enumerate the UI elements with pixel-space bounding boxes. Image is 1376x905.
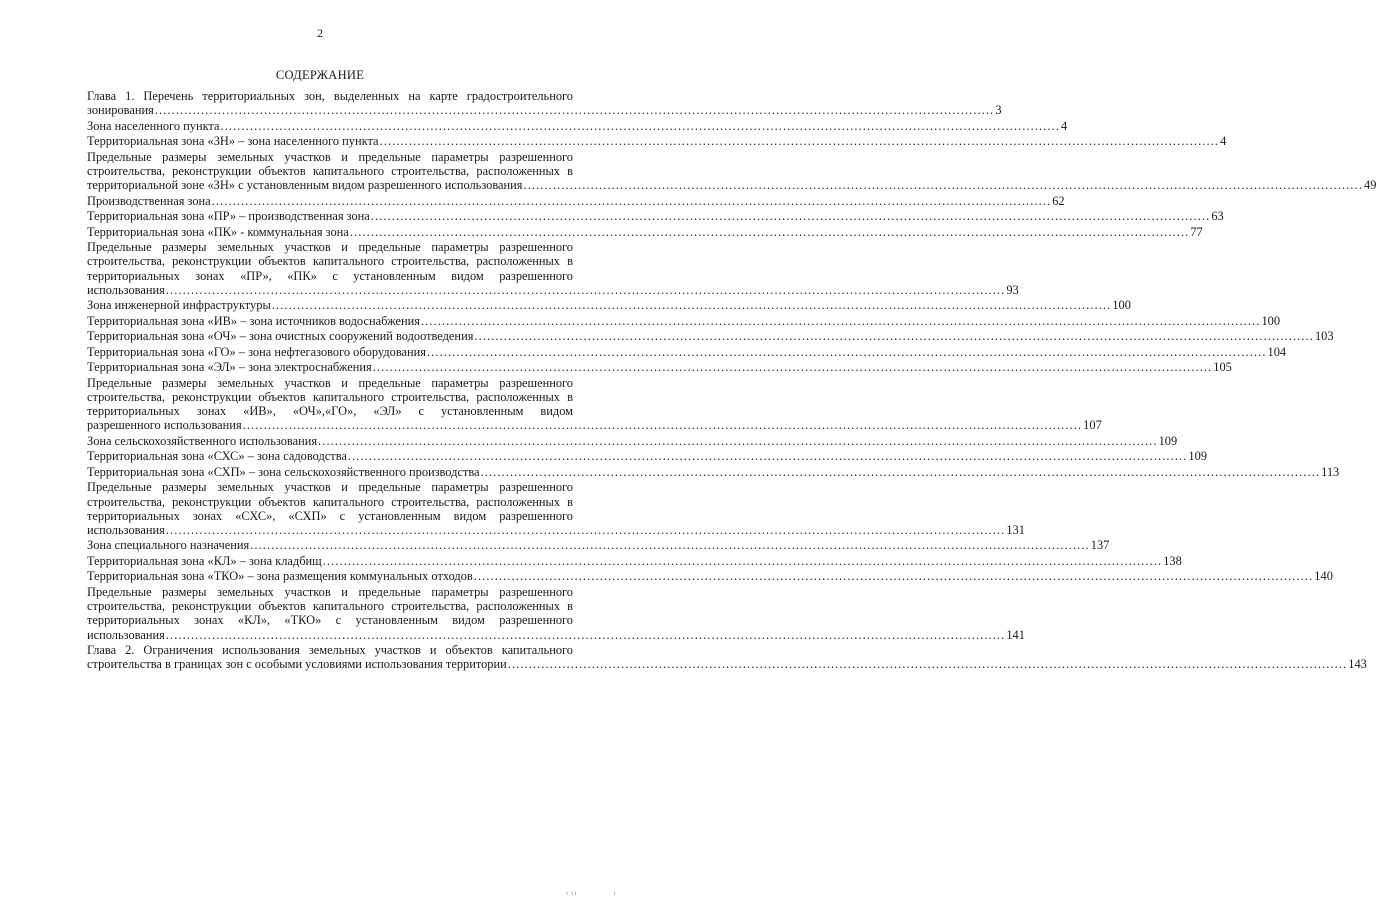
- toc-entry-page-number: 109: [1158, 433, 1178, 448]
- toc-entry-text-line: строительства, реконструкции объектов капитального строительства, расположенных в: [87, 599, 573, 614]
- toc-entry-page-number: 62: [1052, 193, 1065, 208]
- toc-entry-title: использования: [87, 282, 165, 297]
- toc-entry-text-line: строительства, реконструкции объектов капитального строительства, расположенных в: [87, 254, 573, 269]
- toc-entry-line: [87, 569, 1333, 584]
- toc-entry-text-line: территориальных зонах «КЛ», «ТКО» с установленным видом разрешенного: [87, 613, 573, 628]
- dot-leader: ........................................................................................................................................................................................................: [250, 538, 1090, 553]
- toc-entry-title: Территориальная зона «КЛ» – зона кладбищ: [87, 553, 322, 568]
- toc-entry-page-number: 104: [1267, 344, 1287, 359]
- toc-entry-line: [87, 329, 1334, 344]
- toc-entry[interactable]: [87, 134, 1227, 149]
- toc-entry-line: [87, 103, 1002, 118]
- toc-entry-page-number: 77: [1190, 224, 1203, 239]
- toc-entry-text-line: территориальных зонах «ПР», «ПК» с установленным видом разрешенного: [87, 268, 573, 283]
- toc-entry-title: Территориальная зона «ПР» – производственная зона: [87, 209, 370, 224]
- toc-entry-page-number: 100: [1112, 298, 1131, 313]
- toc-entry[interactable]: [87, 329, 1334, 344]
- dot-leader: ........................................................................................................................................................................................................: [379, 134, 1220, 149]
- toc-entry[interactable]: [87, 433, 1178, 448]
- toc-entry-line: [87, 522, 1025, 537]
- dot-leader: ........................................................................................................................................................................................................: [318, 433, 1158, 448]
- dot-leader: ........................................................................................................................................................................................................: [271, 298, 1112, 313]
- dot-leader: ........................................................................................................................................................................................................: [165, 627, 1006, 642]
- toc-entry-line: [87, 449, 1208, 464]
- toc-entry-line: [87, 657, 1367, 672]
- toc-entry-page-number: 100: [1261, 313, 1281, 328]
- toc-entry-title: зонирования: [87, 103, 154, 118]
- toc-entry-page-number: 103: [1314, 329, 1334, 344]
- dot-leader: ........................................................................................................................................................................................................: [242, 418, 1083, 433]
- toc-entry-title: территориальной зоне «ЗН» с установленным видом разрешенного использования: [87, 178, 523, 193]
- toc-entry-text-line: территориальных зонах «ИВ», «ОЧ»,«ГО», «ЭЛ» с установленным видом: [87, 404, 573, 419]
- toc-entry[interactable]: [87, 449, 1208, 464]
- toc-entry-page-number: 131: [1006, 522, 1025, 537]
- toc-entry-text-line: строительства, реконструкции объектов капитального строительства, расположенных в: [87, 389, 573, 404]
- toc-entry-page-number: 49: [1364, 178, 1376, 193]
- dot-leader: ........................................................................................................................................................................................................: [349, 224, 1190, 239]
- toc-entry-page-number: 137: [1090, 538, 1110, 553]
- dot-leader: ........................................................................................................................................................................................................: [474, 329, 1314, 344]
- toc-entry-line: [87, 298, 1131, 313]
- toc-entry[interactable]: [87, 313, 1281, 328]
- toc-entry-line: [87, 538, 1110, 553]
- dot-leader: ........................................................................................................................................................................................................: [322, 553, 1163, 568]
- toc-entry-text-line: Предельные размеры земельных участков и предельные параметры разрешенного: [87, 584, 573, 599]
- toc-entry-text-line: территориальных зонах «СХС», «СХП» с установленным видом разрешенного: [87, 508, 573, 523]
- dot-leader: ........................................................................................................................................................................................................: [473, 569, 1314, 584]
- toc-entry-text-line: Предельные размеры земельных участков и предельные параметры разрешенного: [87, 149, 573, 164]
- toc-entry-line: [87, 433, 1178, 448]
- page-title: СОДЕРЖАНИЕ: [275, 68, 365, 82]
- toc-entry-text-line: строительства, реконструкции объектов капитального строительства, расположенных в: [87, 494, 573, 509]
- toc-entry-page-number: 3: [995, 103, 1002, 118]
- toc-entry-page-number: 140: [1314, 569, 1333, 584]
- toc-entry[interactable]: [87, 584, 1025, 642]
- toc-entry-page-number: 105: [1213, 360, 1232, 375]
- toc-entry[interactable]: [87, 118, 1068, 133]
- toc-entry[interactable]: [87, 89, 1002, 118]
- toc-entry[interactable]: [87, 240, 1019, 297]
- page-number: 2: [317, 26, 323, 40]
- toc-entry[interactable]: [87, 569, 1333, 584]
- toc-entry-line: [87, 224, 1203, 239]
- dot-leader: ........................................................................................................................................................................................................: [165, 522, 1006, 537]
- toc-entry-line: [87, 344, 1287, 359]
- toc-entry-title: Территориальная зона «СХП» – зона сельскохозяйственного производства: [87, 464, 480, 479]
- toc-entry-title: строительства в границах зон с особыми условиями использования территории: [87, 657, 507, 672]
- toc-entry[interactable]: [87, 375, 1102, 433]
- toc-entry-page-number: 138: [1163, 553, 1182, 568]
- toc-entry-line: [87, 418, 1102, 433]
- toc-entry-title: Территориальная зона «ОЧ» – зона очистных сооружений водоотведения: [87, 329, 474, 344]
- dot-leader: ........................................................................................................................................................................................................: [523, 178, 1364, 193]
- toc-entry-page-number: 63: [1211, 209, 1224, 224]
- toc-entry-text-line: Предельные размеры земельных участков и предельные параметры разрешенного: [87, 240, 573, 255]
- toc-entry-line: [87, 209, 1224, 224]
- toc-entry-line: [87, 553, 1182, 568]
- dot-leader: ........................................................................................................................................................................................................: [420, 313, 1261, 328]
- toc-entry[interactable]: [87, 344, 1287, 359]
- toc-entry-line: [87, 464, 1340, 479]
- dot-leader: ........................................................................................................................................................................................................: [370, 209, 1211, 224]
- toc-entry-text-line: Глава 2. Ограничения использования земельных участков и объектов капитального: [87, 643, 573, 658]
- toc-entry-title: Территориальная зона «ЭЛ» – зона электроснабжения: [87, 360, 372, 375]
- toc-entry-title: Зона инженерной инфраструктуры: [87, 298, 271, 313]
- toc-entry-page-number: 113: [1321, 464, 1340, 479]
- toc-entry[interactable]: [87, 360, 1232, 375]
- toc-entry-page-number: 4: [1220, 134, 1227, 149]
- toc-entry-page-number: 141: [1006, 627, 1025, 642]
- toc-entry-title: Производственная зона: [87, 193, 211, 208]
- toc-entry-title: Территориальная зона «ГО» – зона нефтегазового оборудования: [87, 344, 426, 359]
- toc-entry-page-number: 4: [1061, 118, 1068, 133]
- toc-entry[interactable]: [87, 149, 1376, 193]
- toc-entry-title: Территориальная зона «ИВ» – зона источников водоснабжения: [87, 313, 420, 328]
- toc-entry-page-number: 107: [1083, 418, 1102, 433]
- toc-entry-title: Зона сельскохозяйственного использования: [87, 433, 318, 448]
- toc-entry-line: [87, 627, 1025, 642]
- toc-entry-line: [87, 313, 1281, 328]
- toc-entry-page-number: 143: [1348, 657, 1367, 672]
- toc-entry[interactable]: [87, 480, 1025, 537]
- toc-entry-title: использования: [87, 627, 165, 642]
- toc-entry[interactable]: [87, 193, 1065, 208]
- toc-entry-line: [87, 193, 1065, 208]
- toc-entry-title: Зона населенного пункта: [87, 118, 220, 133]
- toc-entry[interactable]: [87, 538, 1110, 553]
- toc-entry[interactable]: [87, 224, 1203, 239]
- dot-leader: ........................................................................................................................................................................................................: [480, 464, 1321, 479]
- dot-leader: ........................................................................................................................................................................................................: [165, 282, 1006, 297]
- toc-entry-title: Зона специального назначения: [87, 538, 250, 553]
- toc-entry-title: разрешенного использования: [87, 418, 242, 433]
- dot-leader: ........................................................................................................................................................................................................: [154, 103, 995, 118]
- toc-entry-title: Территориальная зона «ПК» - коммунальная зона: [87, 224, 349, 239]
- toc-entry-title: Территориальная зона «ТКО» – зона размещения коммунальных отходов: [87, 569, 473, 584]
- dot-leader: ........................................................................................................................................................................................................: [220, 118, 1061, 133]
- dot-leader: ........................................................................................................................................................................................................: [211, 193, 1052, 208]
- toc-entry[interactable]: [87, 553, 1182, 568]
- toc-entry-page-number: 109: [1188, 449, 1208, 464]
- toc-entry-title: использования: [87, 522, 165, 537]
- toc-entry-line: [87, 134, 1227, 149]
- toc-entry-line: [87, 178, 1376, 193]
- toc-entry-text-line: Глава 1. Перечень территориальных зон, выделенных на карте градостроительного: [87, 89, 573, 103]
- toc-entry-line: [87, 282, 1019, 297]
- toc-entry[interactable]: [87, 209, 1224, 224]
- dot-leader: ........................................................................................................................................................................................................: [507, 657, 1348, 672]
- scan-marks: ı ıı ı: [566, 889, 617, 897]
- dot-leader: ........................................................................................................................................................................................................: [372, 360, 1213, 375]
- toc-entry-title: Территориальная зона «СХС» – зона садоводства: [87, 449, 347, 464]
- toc-entry-text-line: Предельные размеры земельных участков и предельные параметры разрешенного: [87, 480, 573, 495]
- dot-leader: ........................................................................................................................................................................................................: [347, 449, 1188, 464]
- toc-entry[interactable]: [87, 643, 1367, 672]
- toc-entry-page-number: 93: [1006, 282, 1019, 297]
- table-of-contents: [87, 89, 1376, 673]
- toc-entry-line: [87, 118, 1068, 133]
- toc-entry-title: Территориальная зона «ЗН» – зона населенного пункта: [87, 134, 379, 149]
- dot-leader: ........................................................................................................................................................................................................: [426, 344, 1267, 359]
- toc-entry-text-line: Предельные размеры земельных участков и предельные параметры разрешенного: [87, 375, 573, 390]
- toc-entry-text-line: строительства, реконструкции объектов капитального строительства, расположенных в: [87, 163, 573, 178]
- toc-entry[interactable]: [87, 464, 1340, 479]
- toc-entry-line: [87, 360, 1232, 375]
- toc-entry[interactable]: [87, 298, 1131, 313]
